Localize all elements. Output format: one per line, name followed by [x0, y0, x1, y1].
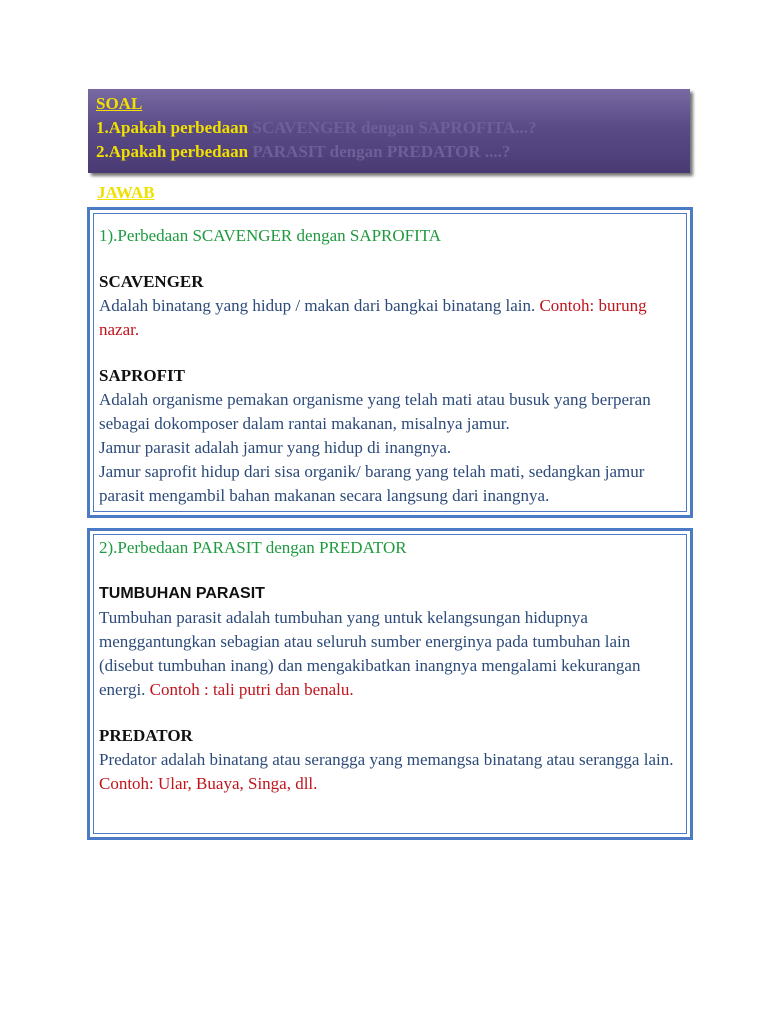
- parasit-example: Contoh : tali putri dan benalu.: [149, 680, 354, 699]
- parasit-heading: TUMBUHAN PARASIT: [99, 585, 265, 602]
- question-2-text: PARASIT dengan PREDATOR ....?: [252, 142, 511, 161]
- parasit-definition: [99, 606, 680, 702]
- question-2-prefix: 2.Apakah perbedaan: [96, 142, 253, 161]
- saprofit-line-2: Jamur parasit adalah jamur yang hidup di inangnya.: [99, 438, 452, 457]
- predator-text: Predator adalah binatang atau serangga yang memangsa binatang atau serangga lain.: [99, 750, 674, 769]
- question-box: [88, 89, 690, 173]
- scavenger-example: Contoh: burung nazar.: [99, 296, 647, 339]
- parasit-text: Tumbuhan parasit adalah tumbuhan yang untuk kelangsungan hidupnya menggantungkan sebagian atau seluruh sumber energinya pada tumbuhan lain (disebut tumbuhan inang) dan mengakibatkan inangnya mengalami kekurangan energi.: [99, 608, 641, 699]
- answer-card-2-inner: [93, 534, 687, 834]
- section-2-title: 2).Perbedaan PARASIT dengan PREDATOR: [99, 538, 407, 557]
- answer-card-1: [87, 207, 693, 518]
- answer-card-1-inner: [93, 213, 687, 512]
- answer-heading: JAWAB: [97, 183, 155, 202]
- predator-example: Contoh: Ular, Buaya, Singa, dll.: [99, 774, 318, 793]
- scavenger-heading: SCAVENGER: [99, 272, 204, 291]
- predator-heading: PREDATOR: [99, 726, 193, 745]
- scavenger-definition: [99, 294, 680, 342]
- question-1: [96, 116, 690, 140]
- answer-card-2: [87, 528, 693, 840]
- saprofit-heading: SAPROFIT: [99, 366, 185, 385]
- saprofit-line-3: Jamur saprofit hidup dari sisa organik/ barang yang telah mati, sedangkan jamur parasit mengambil bahan makanan secara langsung dari inangnya.: [99, 462, 645, 505]
- section-1-title: 1).Perbedaan SCAVENGER dengan SAPROFITA: [99, 226, 442, 245]
- scavenger-text: Adalah binatang yang hidup / makan dari bangkai binatang lain.: [99, 296, 536, 315]
- question-1-text: SCAVENGER dengan SAPROFITA...?: [252, 118, 537, 137]
- saprofit-line-1: Adalah organisme pemakan organisme yang telah mati atau busuk yang berperan sebagai dokomposer dalam rantai makanan, misalnya jamur.: [99, 390, 651, 433]
- question-2: [96, 140, 690, 164]
- question-title: SOAL: [96, 94, 143, 113]
- question-1-prefix: 1.Apakah perbedaan: [96, 118, 253, 137]
